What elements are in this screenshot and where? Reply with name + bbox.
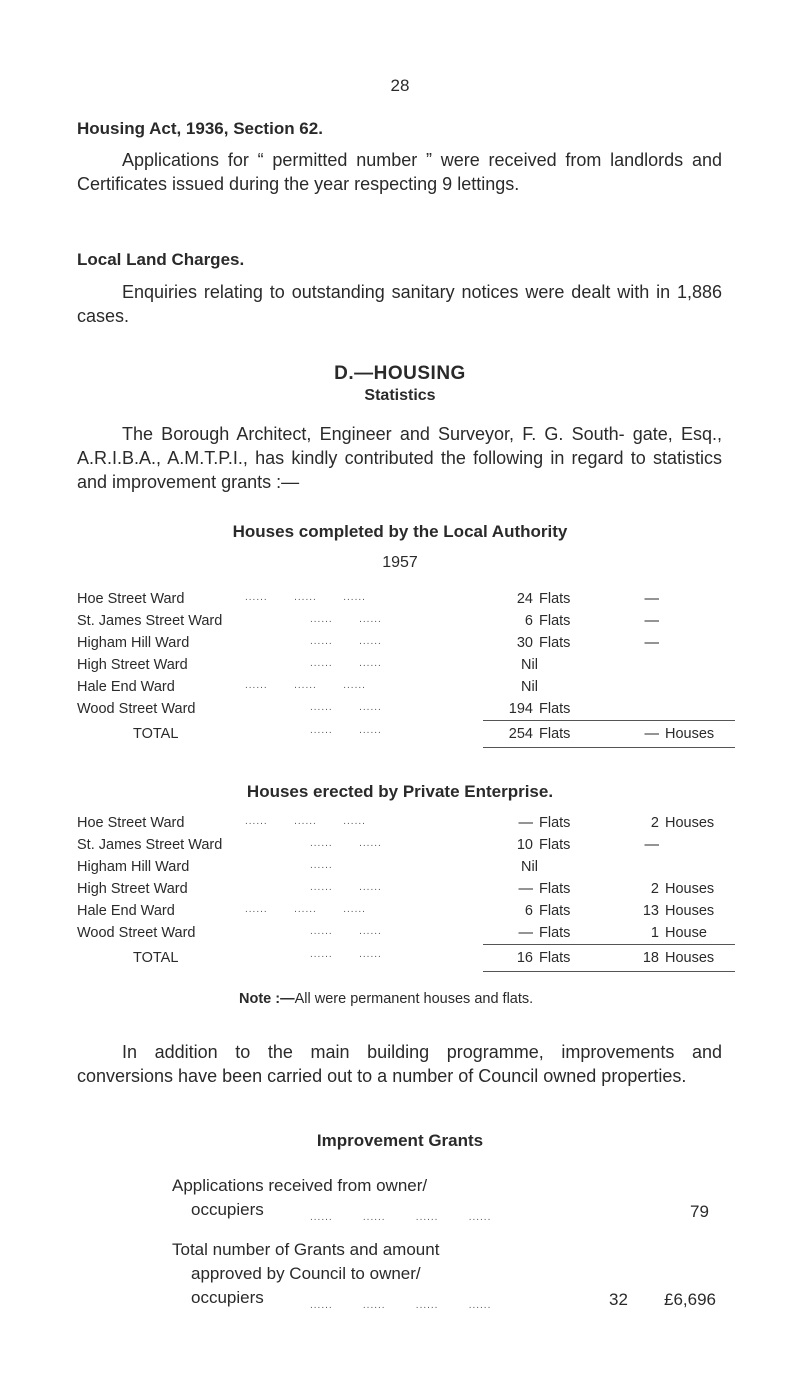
flats-unit: Flats (539, 701, 571, 717)
flats-unit: Flats (539, 591, 571, 607)
houses-unit: Houses (665, 881, 715, 897)
private-enterprise-table (77, 812, 735, 972)
total-row (77, 721, 735, 748)
flats-count: 6 (524, 613, 533, 629)
improvement-grants-title: Improvement Grants (316, 1131, 484, 1150)
flats-unit: Flats (539, 881, 571, 897)
houses-count: — (644, 613, 659, 629)
flats-unit: Flats (539, 635, 571, 651)
leader-dots: ...... ...... (310, 948, 382, 960)
ward-name: Hale End Ward (77, 679, 175, 695)
houses-unit (665, 610, 735, 632)
table-row (77, 812, 735, 834)
table-row (77, 922, 735, 945)
houses-count: 2 (650, 881, 659, 897)
table-row (77, 698, 735, 721)
houses-count: — (644, 837, 659, 853)
houses-unit (665, 834, 735, 856)
intro-text: The Borough Architect, Engineer and Surveyor, F. G. South- gate, Esq., A.R.I.B.A., A.M.T.P.I., has kindly contributed the following in regard to statistics and improvement grants :— (77, 424, 722, 492)
flats-count: 24 (516, 591, 533, 607)
section-title: D.—HOUSING (334, 363, 466, 384)
flats-unit: Flats (539, 815, 571, 831)
leader-dots: ...... ...... ...... ...... (310, 1300, 492, 1311)
land-charges-heading: Local Land Charges. (77, 250, 245, 269)
total-grants-count: 32 (609, 1290, 628, 1309)
table-row (77, 676, 735, 698)
houses-count: — (644, 591, 659, 607)
houses-count: 13 (642, 903, 659, 919)
ward-name: Hoe Street Ward (77, 815, 185, 831)
leader-dots: ...... ...... (310, 636, 382, 647)
housing-act-text: Applications for “ permitted number ” were received from landlords and Certificates issued during the year respecting 9 lettings. (77, 150, 722, 194)
flats-count: — (518, 925, 533, 941)
total-label: TOTAL (133, 726, 179, 742)
note (239, 991, 533, 1007)
ward-name: Hoe Street Ward (77, 591, 185, 607)
flats-unit: Flats (539, 613, 571, 629)
housing-act-paragraph (77, 148, 722, 196)
local-authority-table (77, 588, 735, 748)
ward-name: Higham Hill Ward (77, 859, 190, 875)
flats-count: 10 (516, 837, 533, 853)
table-row (77, 834, 735, 856)
ward-name: High Street Ward (77, 657, 188, 673)
leader-dots: ...... (310, 860, 333, 871)
total-row (77, 945, 735, 972)
local-authority-title: Houses completed by the Local Authority (232, 522, 568, 541)
leader-dots: ...... ...... ...... (245, 680, 366, 691)
intro-paragraph (77, 422, 722, 494)
leader-dots: ...... ...... ...... (245, 592, 366, 603)
houses-count: 2 (650, 815, 659, 831)
applications-line-1: Applications received from owner/ (172, 1176, 428, 1195)
table-row (77, 654, 735, 676)
ward-name: Wood Street Ward (77, 701, 196, 718)
total-grants-line-3: occupiers (191, 1288, 264, 1307)
leader-dots: ...... ...... ...... ...... (310, 1212, 492, 1223)
land-charges-text: Enquiries relating to outstanding sanitary notices were dealt with in 1,886 cases. (77, 282, 722, 326)
ward-name: Hale End Ward (77, 903, 175, 919)
total-label: TOTAL (133, 950, 179, 966)
houses-unit (665, 698, 735, 721)
land-charges-paragraph (77, 280, 722, 328)
table-row (77, 632, 735, 654)
leader-dots: ...... ...... (310, 658, 382, 669)
ward-name: Higham Hill Ward (77, 635, 190, 651)
total-flats-unit: Flats (539, 721, 619, 748)
ward-name: St. James Street Ward (77, 613, 223, 629)
applications-value: 79 (690, 1202, 709, 1221)
ward-name: Wood Street Ward (77, 925, 196, 942)
flats-count: 6 (524, 903, 533, 919)
leader-dots: ...... ...... (310, 882, 382, 893)
total-flats-count: 254 (483, 721, 539, 748)
flats-unit: Flats (539, 903, 571, 919)
flats-count: 194 (508, 701, 533, 717)
table-row (77, 900, 735, 922)
section-subtitle: Statistics (364, 387, 436, 404)
total-flats-count: 16 (483, 945, 539, 972)
leader-dots: ...... ...... ...... (245, 816, 366, 827)
houses-unit: House (665, 925, 707, 941)
houses-unit (665, 588, 735, 610)
leader-dots: ...... ...... (310, 724, 382, 736)
addition-text: In addition to the main building programme, improvements and conversions have been carried out to a number of Council owned properties. (77, 1042, 722, 1086)
applications-line-2: occupiers (191, 1200, 264, 1219)
houses-count: — (644, 635, 659, 651)
local-authority-year: 1957 (382, 554, 418, 571)
ward-name: St. James Street Ward (77, 837, 223, 853)
ward-name: High Street Ward (77, 881, 188, 897)
flats-count: 30 (516, 635, 533, 651)
total-grants-amount: £6,696 (664, 1290, 716, 1309)
houses-count (619, 698, 665, 721)
note-label: Note :— (239, 991, 295, 1007)
houses-unit (665, 632, 735, 654)
leader-dots: ...... ...... (310, 926, 382, 937)
flats-unit: Flats (539, 837, 571, 853)
total-houses-unit: Houses (665, 721, 735, 748)
nil-value: Nil (521, 679, 538, 695)
private-enterprise-title: Houses erected by Private Enterprise. (246, 782, 554, 801)
table-row (77, 856, 735, 878)
addition-paragraph (77, 1040, 722, 1088)
leader-dots: ...... ...... ...... (245, 904, 366, 915)
houses-unit: Houses (665, 903, 715, 919)
flats-count: — (518, 881, 533, 897)
table-row (77, 610, 735, 632)
total-houses-count: 18 (619, 945, 665, 972)
table-row (77, 878, 735, 900)
table-row (77, 588, 735, 610)
houses-unit: Houses (665, 815, 715, 831)
flats-count: — (518, 815, 533, 831)
total-flats-unit: Flats (539, 945, 619, 972)
flats-unit: Flats (539, 925, 571, 941)
page-number: 28 (390, 76, 410, 95)
total-grants-line-1: Total number of Grants and amount (172, 1240, 440, 1259)
total-grants-line-2: approved by Council to owner/ (191, 1264, 421, 1283)
leader-dots: ...... ...... (310, 838, 382, 849)
nil-value: Nil (521, 859, 538, 875)
leader-dots: ...... ...... (310, 702, 382, 713)
nil-value: Nil (521, 657, 538, 673)
total-houses-count: — (619, 721, 665, 748)
houses-count: 1 (650, 925, 659, 941)
note-text: All were permanent houses and flats. (294, 991, 534, 1007)
housing-act-heading: Housing Act, 1936, Section 62. (77, 119, 323, 138)
total-houses-unit: Houses (665, 945, 735, 972)
leader-dots: ...... ...... (310, 614, 382, 625)
